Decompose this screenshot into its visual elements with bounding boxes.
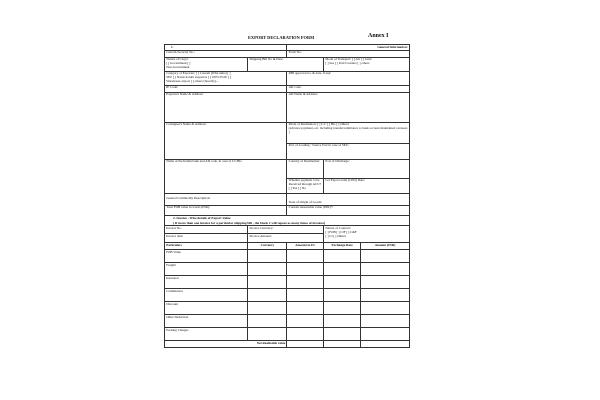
row-custom-security <box>165 50 410 57</box>
amount-fc-cell[interactable] <box>287 289 324 302</box>
leo-date-field[interactable]: Let Export order (LEO) Date: <box>324 178 410 193</box>
currency-cell[interactable] <box>248 315 287 328</box>
exporters-name-field[interactable]: Exporters Name & Address: <box>165 92 287 122</box>
general-commodity-field[interactable]: General Commodity Description: <box>165 193 287 205</box>
net-realisable-label: Net Realisable value <box>165 341 287 348</box>
exchange-rate-cell[interactable] <box>324 302 361 315</box>
mode-of-transport-label: Mode of Transport: [ ] Air [ ] Land <box>325 57 372 62</box>
government-options[interactable]: [ ] Government [ ] <box>166 61 191 66</box>
row-category-exporter <box>165 71 410 85</box>
table-row <box>165 328 410 341</box>
exchange-rate-cell[interactable] <box>324 250 361 263</box>
row-consignee <box>165 122 410 143</box>
invoice-amount-field[interactable]: Invoice Amount: <box>248 234 324 243</box>
exchange-rate-cell[interactable] <box>324 315 361 328</box>
row-label-other-deduction: Other Deduction <box>165 315 248 328</box>
mode-of-realisation-label: Mode of Realisation: [ ] L/C [ ] BG [ ] Others <box>288 122 350 127</box>
category-line-3: Warehouse export [ ] others (Specify)... <box>166 79 219 84</box>
port-of-loading-field[interactable]: Port of Loading / Source Port in case of SEZ : <box>287 143 410 159</box>
form-no-field[interactable]: Form No: <box>287 50 410 57</box>
table-row <box>165 263 410 276</box>
non-government-option[interactable]: Non-Government <box>166 65 190 70</box>
section2-heading: 2. Invoice –Wise details of Export Value <box>173 216 231 221</box>
table-row <box>165 276 410 289</box>
bank-name-field[interactable]: Name of the Indian bank and AD code, in case of LC/BG <box>165 159 287 193</box>
row-ie-code <box>165 85 410 92</box>
contract-options-1[interactable]: [ ] FOB [ ] CIF [ ] C&F <box>325 229 357 234</box>
currency-cell[interactable] <box>248 250 287 263</box>
form-table <box>164 44 410 348</box>
section2-note: ( If more than one invoice for a particular shipping bill , the block 2 will repeat as many times of invoices) <box>173 220 326 225</box>
amount-inr-cell[interactable] <box>360 328 409 341</box>
currency-cell[interactable] <box>248 328 287 341</box>
nature-of-cargo-field[interactable] <box>165 57 248 71</box>
amount-inr-cell[interactable] <box>360 250 409 263</box>
state-of-origin-field[interactable]: State of Origin of Goods: <box>287 193 410 205</box>
exchange-rate-cell[interactable] <box>324 289 361 302</box>
table-row <box>165 315 410 328</box>
net-realisable-row <box>165 341 410 348</box>
annex-label: Annex I <box>368 33 389 39</box>
row-bank-name <box>165 159 410 178</box>
consignee-name-field[interactable]: Consignee's Name & Address: <box>165 122 287 159</box>
section2-header-row <box>165 215 410 225</box>
nature-of-cargo-label: Nature of Cargo: <box>166 57 189 62</box>
row-label-freight: Freight <box>165 263 248 276</box>
nature-of-contract-field[interactable] <box>324 226 410 243</box>
row-label-insurance: Insurance <box>165 276 248 289</box>
invoice-no-field[interactable]: Invoice No. <box>165 226 248 234</box>
category-line-1: Category of Exporter: [ ] Custom (DTA units) [ ] <box>166 71 231 76</box>
ad-code-field[interactable]: AD code: <box>287 85 410 92</box>
section1-number: 1. <box>165 45 287 51</box>
export-declaration-form <box>160 30 412 372</box>
exchange-rate-cell[interactable] <box>324 276 361 289</box>
amount-inr-cell[interactable] <box>360 315 409 328</box>
row-label-commission: Commission <box>165 289 248 302</box>
shipping-bill-field[interactable]: Shipping Bill No & Date: <box>248 57 324 71</box>
table-row <box>165 289 410 302</box>
row-label-discount: Discount <box>165 302 248 315</box>
section1-heading: General Information: <box>287 45 410 51</box>
currency-cell[interactable] <box>248 263 287 276</box>
invoice-currency-field[interactable]: Invoice Currency: <box>248 226 324 234</box>
amount-fc-cell[interactable] <box>287 328 324 341</box>
currency-cell[interactable] <box>248 302 287 315</box>
row-nature-cargo <box>165 57 410 71</box>
row-fob-total <box>165 205 410 215</box>
acu-options[interactable]: [ ] Yes [ ] No <box>288 186 306 191</box>
category-of-exporter-field[interactable] <box>165 71 287 85</box>
row-invoice-no <box>165 226 410 234</box>
total-fob-field[interactable]: Total FOB value in words (INR): <box>165 205 287 215</box>
exchange-rate-cell[interactable] <box>324 328 361 341</box>
col-currency: Currency <box>248 243 287 250</box>
table-row <box>165 250 410 263</box>
mode-of-transport-field[interactable] <box>324 57 410 71</box>
form-title: EXPORT DECLARATION FORM <box>248 35 315 40</box>
mode-of-realisation-note: (advance payment, etc. including transfer/remittance to bank account maintained overseas ) <box>288 126 408 135</box>
row-label-fob-value: FOB Value <box>165 250 248 263</box>
acu-payment-field[interactable] <box>287 178 324 193</box>
col-amount-inr: Amount (INR) <box>360 243 409 250</box>
mode-of-transport-options[interactable]: [ ] Sea [ ] Post/Couriers [ ] others <box>325 61 370 66</box>
amount-inr-cell[interactable] <box>360 302 409 315</box>
amount-fc-cell[interactable] <box>287 315 324 328</box>
row-label-packing-charges: Packing Charges <box>165 328 248 341</box>
col-particulars: Particulars <box>165 243 248 250</box>
table-row <box>165 302 410 315</box>
values-header-row <box>165 243 410 250</box>
col-exchange-rate: Exchange Rate <box>324 243 361 250</box>
contract-options-2[interactable]: [ ] CI [ ] Others <box>325 233 347 238</box>
net-amount-fc-cell[interactable] <box>287 341 324 348</box>
rbi-approval-field[interactable]: RBI approval no. & date, if any: <box>287 71 410 85</box>
amount-fc-cell[interactable] <box>287 302 324 315</box>
amount-fc-cell[interactable] <box>287 263 324 276</box>
net-amount-inr-cell[interactable] <box>360 341 409 348</box>
ie-code-field[interactable]: IE Code: <box>165 85 287 92</box>
custom-security-no-field[interactable]: Custom Security No.: <box>165 50 287 57</box>
amount-inr-cell[interactable] <box>360 276 409 289</box>
nature-of-contract-label: Nature of Contract: <box>325 225 352 230</box>
section2-header <box>165 215 410 225</box>
currency-cell[interactable] <box>248 289 287 302</box>
row-exporters-name <box>165 92 410 122</box>
ad-name-field[interactable]: AD Name & Address: <box>287 92 410 122</box>
col-amount-fc: Amount in FC <box>287 243 324 250</box>
currency-cell[interactable] <box>248 276 287 289</box>
port-of-discharge-field[interactable]: Port of Discharge: <box>324 159 410 178</box>
category-line-2: SEZ [ ] Status holder exporters [ ] 100% EOU [ ] <box>166 75 231 80</box>
net-exchange-rate-cell[interactable] <box>324 341 361 348</box>
amount-inr-cell[interactable] <box>360 289 409 302</box>
country-of-destination-field[interactable]: Country of Destination: <box>287 159 324 178</box>
exchange-rate-cell[interactable] <box>324 263 361 276</box>
amount-fc-cell[interactable] <box>287 276 324 289</box>
custom-assessable-field[interactable]: Custom Assessable value (INR)*: <box>287 205 410 215</box>
mode-of-realisation-field[interactable] <box>287 122 410 143</box>
whether-payment-label: Whether payment to be Received through ACU? <box>288 178 322 187</box>
invoice-date-field[interactable]: Invoice date: <box>165 234 248 243</box>
amount-inr-cell[interactable] <box>360 263 409 276</box>
amount-fc-cell[interactable] <box>287 250 324 263</box>
row-commodity <box>165 193 410 205</box>
